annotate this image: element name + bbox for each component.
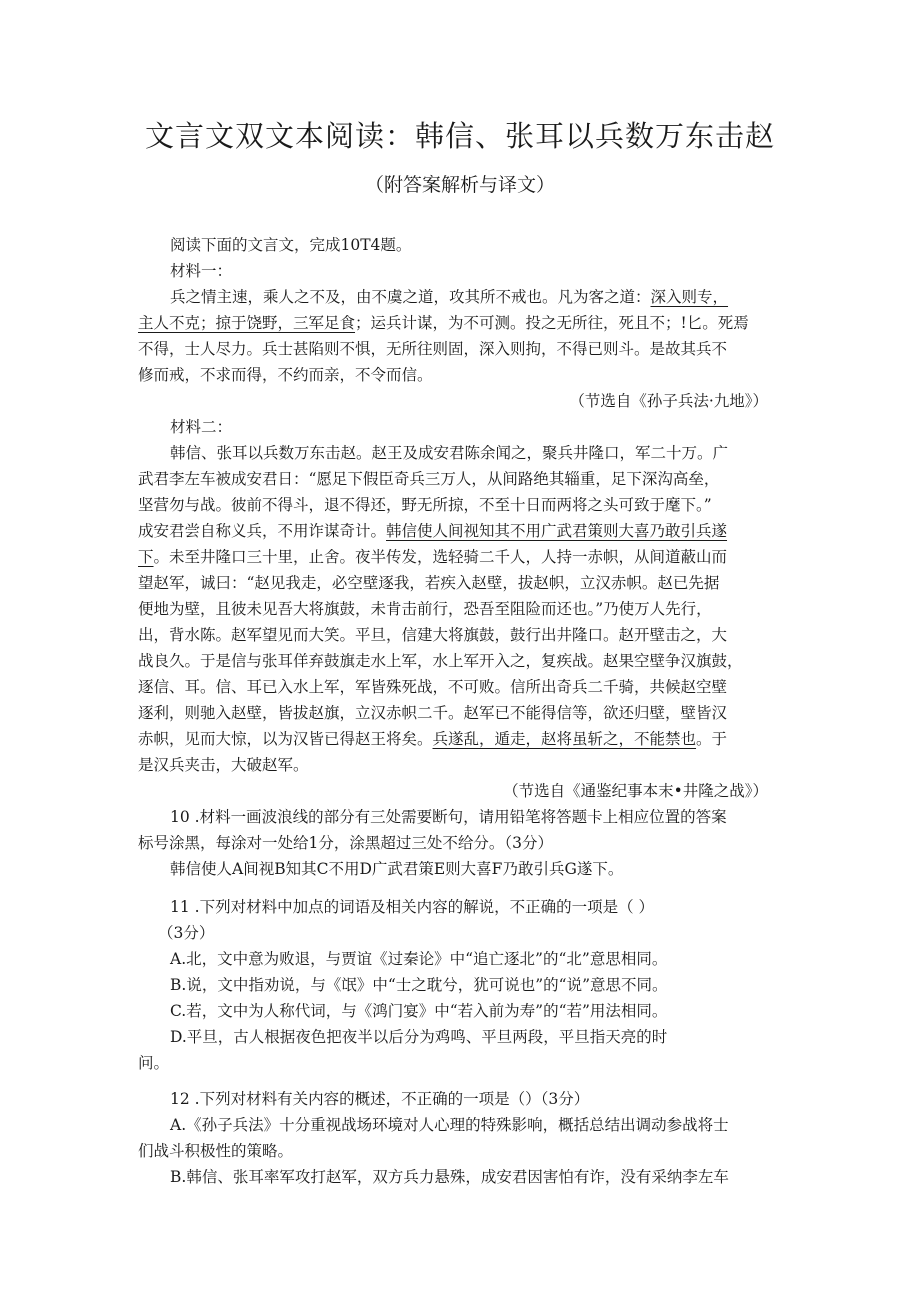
question-11-option-c: C.若，文中为人称代词，与《鸿门宴》中“若入前为寿”的“若”用法相同。 bbox=[170, 1002, 668, 1020]
material1-label: 材料一： bbox=[170, 262, 233, 280]
material2-line-5: 下。未至井隆口三十里，止舍。夜半传发，选轻骑二千人，人持一赤帜，从间道蔽山而 bbox=[138, 548, 728, 566]
underlined-phrase: 主人不克；掠于饶野，三军足食 bbox=[138, 314, 356, 332]
question-11-option-a: A.北，文中意为败退，与贾谊《过秦论》中“追亡逐北”的“北”意思相同。 bbox=[170, 950, 668, 968]
question-10-line-1: 10 .材料一画波浪线的部分有三处需要断句，请用铅笔将答题卡上相应位置的答案 bbox=[170, 808, 727, 826]
material1-line-3: 不得，士人尽力。兵士甚陷则不惧，无所往则固，深入则拘，不得已则斗。是故其兵不 bbox=[138, 340, 728, 358]
page-title: 文言文双文本阅读：韩信、张耳以兵数万东击赵 bbox=[144, 119, 775, 153]
material2-line-6: 望赵军，诚曰：“赵见我走，必空壁逐我，若疾入赵壁，拔赵帜，立汉赤帜。赵已先据 bbox=[138, 574, 720, 592]
material1-source: （节选自《孙子兵法·九地》） bbox=[569, 392, 768, 410]
question-12-option-a-line-2: 们战斗积极性的策略。 bbox=[138, 1142, 294, 1160]
intro-text: 阅读下面的文言文，完成10T4题。 bbox=[170, 236, 412, 254]
underlined-sentence: 兵遂乱，遁走，赵将虽斩之，不能禁也 bbox=[432, 730, 697, 748]
underlined-phrase: 深入则专， bbox=[650, 288, 729, 306]
material2-source: （节选自《通鉴纪事本末•井隆之战》） bbox=[503, 782, 768, 800]
question-11-option-d-line-2: 问。 bbox=[138, 1054, 170, 1072]
question-11-line-1: 11 .下列对材料中加点的词语及相关内容的解说，不正确的一项是（ ） bbox=[170, 898, 655, 916]
material2-line-2: 武君李左车被成安君日：“愿足下假臣奇兵三万人，从间路绝其辎重，足下深沟高垒， bbox=[138, 470, 720, 488]
material2-line-13: 是汉兵夹击，大破赵军。 bbox=[138, 756, 309, 774]
material2-line-1: 韩信、张耳以兵数万东击赵。赵王及成安君陈余闻之，聚兵井隆口，军二十万。广 bbox=[170, 444, 729, 462]
material2-line-3: 坚营勿与战。彼前不得斗，退不得还，野无所掠，不至十日而两将之头可致于麾下。” bbox=[138, 496, 712, 514]
question-11-option-d-line-1: D.平旦，古人根据夜色把夜半以后分为鸡鸣、平旦两段，平旦指天亮的时 bbox=[170, 1028, 668, 1046]
material2-line-10: 逐信、耳。信、耳已入水上军，军皆殊死战，不可败。信所出奇兵二千骑，共候赵空壁 bbox=[138, 678, 728, 696]
wavy-underlined-sentence-end: 下 bbox=[138, 548, 154, 566]
wavy-underlined-sentence: 韩信使人间视知其不用广武君策则大喜乃敢引兵遂 bbox=[386, 522, 728, 540]
question-11-option-b: B.说，文中指劝说，与《氓》中“士之耽兮，犹可说也”的“说”意思不同。 bbox=[170, 976, 668, 994]
material2-label: 材料二： bbox=[170, 418, 233, 436]
material2-line-9: 战良久。于是信与张耳佯弃鼓旗走水上军，水上军开入之，复疾战。赵果空壁争汉旗鼓， bbox=[138, 652, 743, 670]
question-12-line-1: 12 .下列对材料有关内容的概述，不正确的一项是（）（3分） bbox=[170, 1090, 590, 1108]
page-subtitle: （附答案解析与译文） bbox=[364, 174, 555, 196]
material1-line-1: 兵之情主速，乘人之不及，由不虞之道，攻其所不戒也。凡为客之道：深入则专， bbox=[170, 288, 729, 306]
material2-line-7: 便地为壁，且彼未见吾大将旗鼓，未肯击前行，恐吾至阻险而还也。”乃使万人先行， bbox=[138, 600, 712, 618]
material2-line-8: 出，背水陈。赵军望见而大笑。平旦，信建大将旗鼓，鼓行出井隆口。赵开壁击之，大 bbox=[138, 626, 728, 644]
question-12-option-b-line-1: B.韩信、张耳率军攻打赵军，双方兵力悬殊，成安君因害怕有诈，没有采纳李左车 bbox=[170, 1168, 729, 1186]
material2-line-4: 成安君尝自称义兵，不用诈谋奇计。韩信使人间视知其不用广武君策则大喜乃敢引兵遂 bbox=[138, 522, 728, 540]
material2-line-12: 赤帜，见而大惊，以为汉皆已得赵王将矣。兵遂乱，遁走，赵将虽斩之，不能禁也。于 bbox=[138, 730, 728, 748]
question-12-option-a-line-1: A.《孙子兵法》十分重视战场环境对人心理的特殊影响，概括总结出调动参战将士 bbox=[170, 1116, 729, 1134]
material1-line-2: 主人不克；掠于饶野，三军足食；运兵计谋，为不可测。投之无所往，死且不；!匕。死焉 bbox=[138, 314, 749, 332]
question-11-line-2: （3分） bbox=[158, 924, 215, 942]
material1-line-4: 修而戒，不求而得，不约而亲，不令而信。 bbox=[138, 366, 433, 384]
material2-line-11: 逐利，则驰入赵壁，皆拔赵旗，立汉赤帜二千。赵军已不能得信等，欲还归壁，壁皆汉 bbox=[138, 704, 728, 722]
question-10-line-3: 韩信使人A间视B知其C不用D广武君策E则大喜F乃敢引兵G遂下。 bbox=[170, 860, 624, 878]
question-10-line-2: 标号涂黑，每涂对一处给1分，涂黑超过三处不给分。（3分） bbox=[138, 834, 553, 852]
